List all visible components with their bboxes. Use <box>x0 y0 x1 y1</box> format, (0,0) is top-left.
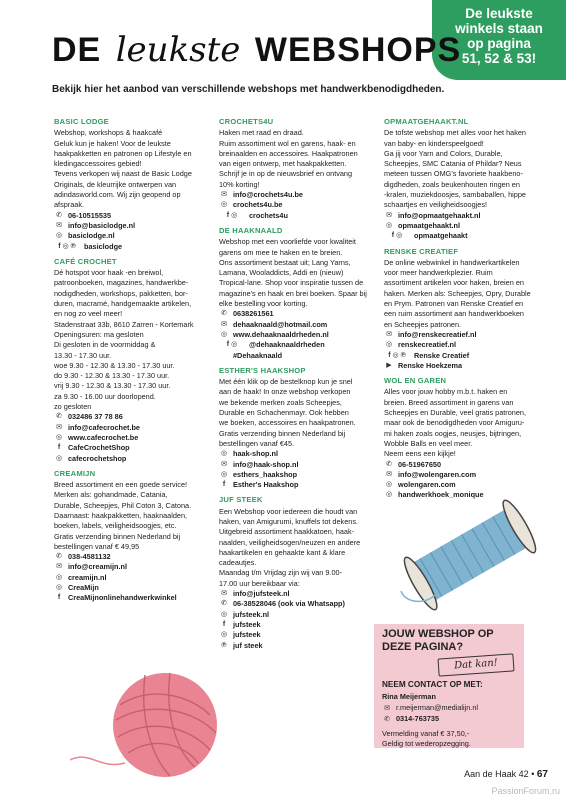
instagram-icon: ◎ <box>220 470 228 478</box>
shop-entry <box>54 469 216 604</box>
instagram-icon: ◎ <box>55 454 63 462</box>
watermark: PassionForum.ru <box>491 786 560 796</box>
email-icon: ✉ <box>56 221 62 229</box>
web-icon: ◎ <box>385 341 393 349</box>
shop-contact-text[interactable]: juf steek <box>233 640 263 650</box>
shop-contact-text[interactable]: info@renskecreatief.nl <box>398 329 477 339</box>
shop-contact-row[interactable] <box>54 573 216 583</box>
promo-heading-line: DEZE PAGINA? <box>382 641 464 653</box>
shop-name: ESTHER'S HAAKSHOP <box>219 365 306 375</box>
shop-name: CREAMIJN <box>54 468 96 478</box>
shop-contact-row[interactable] <box>219 599 381 609</box>
social-icons: f ◎ <box>226 211 238 219</box>
shop-contact-text[interactable]: 06-51967650 <box>398 459 442 469</box>
email-icon: ✉ <box>221 590 227 598</box>
shop-contact-row[interactable] <box>54 231 216 241</box>
email-icon: ✉ <box>386 211 392 219</box>
badge-line: De leukste <box>465 6 533 21</box>
shop-contact-text[interactable]: esthers_haakshop <box>233 469 298 479</box>
phone-icon: ✆ <box>386 460 392 468</box>
shop-entry <box>219 495 381 650</box>
shop-description: Dé hotspot voor haak -en breiwol, patroonboeken, magazines, handwerkbe- nodigdheden, workshops, pakketten, bor- duren, macramé, handgemaakte artikelen, en nog zo veel meer! Stadenstraat 33b, 8610 Zarren - Kortemark Openingsuren: ma gesloten Di gesloten in de voormiddag & 13.30 - 17.30 uur. woe 9.30 - 12.30 & 13.30 - 17.30 uur. do 9.30 - 12.30 & 13.30 - 17.30 uur. vrij 9.30 - 12.30 & 13.30 - 17.30 uur. za 9.30 - 16.00 uur doorlopend. zo gesloten <box>54 268 194 412</box>
shop-contact-text[interactable]: CafeCrochetShop <box>68 443 130 453</box>
shop-contact-text[interactable]: 038-4581132 <box>68 552 111 562</box>
shop-contact-row[interactable] <box>54 221 216 231</box>
shop-contact-row[interactable] <box>54 242 216 252</box>
shop-description: Breed assortiment en een goede service! Merken als: gohandmade, Catania, Durable, Scheepjes, Phil Coton 3, Catona. Daarnaast: haakpakketten, haaknaalden, boeken, labels, veiligheidsoogjes, etc. Gratis verzending binnen Nederland bij bestellingen vanaf € 49,95 <box>54 480 192 551</box>
shop-name: OPMAATGEHAAKT.NL <box>384 117 469 126</box>
shop-contact-row[interactable] <box>219 200 381 210</box>
email-icon: ✉ <box>386 470 392 478</box>
thread-spool-illustration <box>395 495 545 615</box>
shop-contact-text[interactable]: crochets4u <box>249 210 288 220</box>
shop-contact-row[interactable] <box>219 480 381 490</box>
shop-contact-row[interactable] <box>54 562 216 572</box>
promo-contact-heading: NEEM CONTACT OP MET: <box>382 680 483 689</box>
pinterest-icon: ℗ <box>221 641 227 649</box>
shop-contact-text[interactable]: 06-10515535 <box>68 210 112 220</box>
email-icon: ✉ <box>221 320 227 328</box>
title-part: DE <box>52 31 102 69</box>
shop-description: Webshop met een voorliefde voor kwaliteit garens om mee te haken en te breien. Ons assortiment bestaat uit; Lang Yarns, Lamana, Wooladdicts, Addi en (nieuw) Tropical-lane. Shop voor inspiratie tussen de magazine's en haak en brei boeken. Spaar bij elke bestelling voor korting. <box>219 237 367 309</box>
shop-contact-text[interactable]: www.dehaaknaaldrheden.nl <box>233 329 329 339</box>
shop-entry <box>219 226 381 361</box>
shop-contact-text[interactable]: CreaMijn <box>68 583 99 593</box>
shop-contact-row[interactable] <box>384 221 546 231</box>
instagram-icon: ◎ <box>55 584 63 592</box>
shop-contact-text[interactable]: crochets4u.be <box>233 200 283 210</box>
phone-icon: ✆ <box>56 553 62 561</box>
shop-contact-row[interactable] <box>384 470 546 480</box>
validity-note: Geldig tot wederopzegging. <box>382 739 471 748</box>
shop-contact-row[interactable] <box>219 589 381 599</box>
shop-name: BASIC LODGE <box>54 117 109 126</box>
shop-contact-row[interactable] <box>219 630 381 640</box>
magazine-name: Aan de Haak 42 <box>464 769 529 779</box>
shop-contact-text[interactable]: 032486 37 78 86 <box>68 412 123 422</box>
shop-contact-row[interactable] <box>219 211 381 221</box>
shop-contact-row[interactable] <box>219 340 381 350</box>
shop-name: CROCHETS4U <box>219 117 274 126</box>
shop-name: WOL EN GAREN <box>384 376 447 386</box>
shop-contact-text[interactable]: info@cafecrochet.be <box>68 422 140 432</box>
shop-contact-row[interactable] <box>54 583 216 593</box>
shop-entry <box>384 376 546 501</box>
instagram-icon: ◎ <box>385 491 393 499</box>
shop-contact-row[interactable] <box>219 470 381 480</box>
email-icon: ✉ <box>386 330 392 338</box>
shop-contact-row[interactable] <box>54 211 216 221</box>
shop-contact-row[interactable] <box>384 480 546 490</box>
shop-contact-row[interactable] <box>54 552 216 562</box>
shop-description: Haken met raad en draad. Ruim assortiment wol en garens, haak- en breinaalden en accessoires. Haakpatronen van eigen ontwerp, met haakpakketten. Schrijf je in op de nieuwsbrief en ontvang 10% korting! <box>219 128 358 189</box>
promo-heading <box>382 628 494 654</box>
phone-icon: ✆ <box>384 716 390 723</box>
shop-entry <box>54 117 216 252</box>
yarn-ball-illustration <box>70 655 220 785</box>
shop-contact-text[interactable]: jufsteek <box>233 630 261 640</box>
title-script-word: leukste <box>115 30 241 70</box>
shop-name: DE HAAKNAALD <box>219 225 283 235</box>
shop-description: Een Webshop voor iedereen die houdt van haken, van Amigurumi, knuffels tot dekens. Uitgebreid assortiment haakkatoen, haak- naalden, veiligheidsogen/neuzen en andere haakartikelen en gehaakte kant & klare cadeautjes. Maandag t/m Vrijdag zijn wij van 9.00- 17.00 uur bereikbaar via: <box>219 506 361 588</box>
email-icon: ✉ <box>384 704 390 712</box>
email-icon: ✉ <box>221 191 227 199</box>
web-icon: ◎ <box>220 610 228 618</box>
shop-description: De tofste webshop met alles voor het haken van baby- en kinderspeelgoed! Ga jij voor Yarn and Colors, Durable, Scheepjes, SMC Catania of Phildar? Neus meteen tussen OMG's favoriete haakbeno- digdheden, zoals beukenhouten ringen en -kralen, muziekdoosjes, sambaballen, hippe schaartjes en veiligheidsoogjes! <box>384 128 526 210</box>
shop-contact-text[interactable]: 06-38528046 (ook via Whatsapp) <box>233 599 345 609</box>
shop-contact-row[interactable] <box>219 449 381 459</box>
facebook-icon: f <box>57 444 61 452</box>
shop-contact-row[interactable] <box>219 190 381 200</box>
shop-contact-row[interactable] <box>219 610 381 620</box>
shop-contact-row[interactable] <box>384 351 546 361</box>
shop-contact-row[interactable] <box>219 309 381 319</box>
badge-line: op pagina <box>467 36 531 51</box>
shop-name: RENSKE CREATIEF <box>384 246 459 256</box>
social-icons: f ◎ <box>391 232 403 240</box>
shop-contact-row[interactable] <box>384 340 546 350</box>
shop-contact-text[interactable]: CreaMijnonlinehandwerkwinkel <box>68 593 177 603</box>
shop-contact-text[interactable]: handwerkhoek_monique <box>398 490 484 500</box>
promo-box <box>374 624 524 748</box>
contact-phone-row <box>382 714 478 726</box>
shop-contact-row[interactable] <box>219 320 381 330</box>
price-note: Vermelding vanaf € 37,50,- <box>382 728 470 738</box>
shop-contact-row[interactable] <box>219 460 381 470</box>
shop-contact-row[interactable] <box>54 423 216 433</box>
shop-contact-row[interactable] <box>384 231 546 241</box>
email-icon: ✉ <box>56 423 62 431</box>
shop-contact-text[interactable]: Renske Creatief <box>414 350 470 360</box>
phone-icon: ✆ <box>56 211 62 219</box>
facebook-icon: f <box>222 481 226 489</box>
social-icons: f ◎ ℗ <box>388 351 406 359</box>
contact-person: Rina Meijerman <box>382 692 436 701</box>
shop-contact-row[interactable] <box>384 211 546 221</box>
email-icon: ✉ <box>221 460 227 468</box>
shop-contact-text[interactable]: wolengaren.com <box>398 480 456 490</box>
shop-contact-text[interactable]: @dehaaknaaldrheden <box>249 340 325 350</box>
shop-contact-text[interactable]: info@opmaatgehaakt.nl <box>398 210 481 220</box>
contact-email[interactable]: r.meijerman@medialijn.nl <box>396 702 479 712</box>
shop-contact-text[interactable]: haak-shop.nl <box>233 449 279 459</box>
youtube-icon: ▶ <box>386 361 392 369</box>
shop-description: Met één klik op de bestelknop kun je snel aan de haak! In onze webshop verkopen we bekende merken zoals Scheepjes, Durable en Schachenmayr. Ook hebben we boeken, accessoires en haakpatronen. Gratis verzending binnen Nederland bij bestellingen vanaf €45. <box>219 377 356 448</box>
shop-contact-text[interactable]: 0638261561 <box>233 309 274 319</box>
facebook-icon: f <box>222 620 226 628</box>
shop-entry <box>54 257 216 464</box>
footer-bullet: • <box>531 769 535 779</box>
facebook-icon: f <box>57 594 61 602</box>
shop-contact-row[interactable] <box>219 620 381 630</box>
shop-name: JUF STEEK <box>219 495 263 505</box>
shop-contact-text[interactable]: basiclodge <box>84 241 123 251</box>
shop-contact-row[interactable] <box>384 460 546 470</box>
shop-entry <box>219 366 381 491</box>
promo-script-label: Dat kan! <box>437 653 514 676</box>
shop-contact-text[interactable]: creamijn.nl <box>68 572 107 582</box>
web-icon: ◎ <box>385 481 393 489</box>
shop-entry <box>384 247 546 372</box>
shop-contact-text[interactable]: info@wolengaren.com <box>398 469 477 479</box>
shop-contact-text[interactable]: renskecreatief.nl <box>398 340 457 350</box>
phone-icon: ✆ <box>56 413 62 421</box>
contact-email-row[interactable] <box>382 703 478 715</box>
title-part: WEBSHOPS <box>254 31 462 69</box>
shop-entry <box>384 117 546 242</box>
shop-contact-text[interactable]: opmaatgehaakt.nl <box>398 220 461 230</box>
shop-column-3 <box>384 117 546 506</box>
shop-contact-text[interactable]: basiclodge.nl <box>68 231 115 241</box>
shop-contact-text[interactable]: dehaaknaald@hotmail.com <box>233 319 328 329</box>
web-icon: ◎ <box>220 201 228 209</box>
promo-contact <box>382 692 478 750</box>
phone-icon: ✆ <box>221 310 227 318</box>
shop-contact-text[interactable]: info@haak-shop.nl <box>233 459 299 469</box>
shop-contact-row[interactable] <box>384 330 546 340</box>
shop-contact-text[interactable]: #Dehaaknaald <box>233 350 283 360</box>
shop-contact-text[interactable]: info@jufsteek.nl <box>233 589 290 599</box>
shop-name: CAFÉ CROCHET <box>54 256 117 266</box>
shop-description: Webshop, workshops & haakcafé Geluk kun je haken! Voor de leukste haakpakketten en patronen op Lifestyle en kledingaccessoires gebied! Tevens verkopen wij naast de Basic Lodge Originals, de kleurrijke ontwerpen van adindasworld.com. Wij zijn geopend op afspraak. <box>54 128 192 210</box>
shop-contact-text[interactable]: www.cafecrochet.be <box>68 432 139 442</box>
web-icon: ◎ <box>55 573 63 581</box>
email-icon: ✉ <box>56 563 62 571</box>
shop-contact-text[interactable]: jufsteek <box>233 619 261 629</box>
shop-contact-row[interactable] <box>219 351 381 361</box>
web-icon: ◎ <box>55 433 63 441</box>
shop-contact-text[interactable]: info@creamijn.nl <box>68 562 128 572</box>
page-title <box>52 30 461 80</box>
page-subtitle: Bekijk hier het aanbod van verschillende webshops met handwerkbenodigdheden. <box>52 84 445 95</box>
shop-contact-row[interactable] <box>54 593 216 603</box>
shop-contact-row[interactable] <box>219 330 381 340</box>
shop-contact-row[interactable] <box>384 361 546 371</box>
shop-contact-text[interactable]: Renske Hoekzema <box>398 360 463 370</box>
badge-line: winkels staan <box>455 21 543 36</box>
shop-contact-row[interactable] <box>219 641 381 651</box>
shop-entry <box>219 117 381 221</box>
shop-contact-text[interactable]: info@basiclodge.nl <box>68 220 136 230</box>
phone-icon: ✆ <box>221 600 227 608</box>
shop-contact-text[interactable]: cafecrochetshop <box>68 453 127 463</box>
shop-contact-row[interactable] <box>54 443 216 453</box>
shop-contact-text[interactable]: opmaatgehaakt <box>414 231 468 241</box>
shop-contact-row[interactable] <box>54 433 216 443</box>
social-icons: f ◎ ℗ <box>58 242 76 250</box>
contact-phone: 0314-763735 <box>396 714 440 723</box>
page-number: 67 <box>536 769 548 780</box>
shop-column-1 <box>54 117 216 609</box>
promo-heading-line: JOUW WEBSHOP OP <box>382 628 494 640</box>
shop-contact-text[interactable]: Esther's Haakshop <box>233 480 299 490</box>
social-icons: f ◎ <box>226 341 238 349</box>
shop-contact-text[interactable]: info@crochets4u.be <box>233 190 303 200</box>
web-icon: ◎ <box>220 330 228 338</box>
shop-contact-row[interactable] <box>54 454 216 464</box>
page-footer <box>464 769 548 780</box>
shop-contact-row[interactable] <box>54 412 216 422</box>
web-icon: ◎ <box>385 221 393 229</box>
shop-column-2 <box>219 117 381 656</box>
instagram-icon: ◎ <box>220 631 228 639</box>
badge-line: 51, 52 & 53! <box>461 51 537 66</box>
shop-description: Alles voor jouw hobby m.b.t. haken en breien. Breed assortiment in garens van Scheepjes en Durable, veel gratis patronen, maar ook de benodigdheden voor Amiguru- mi haken zoals oogjes, neusjes, bijtringen, Wobble Balls en veel meer. Neem eens een kijkje! <box>384 387 526 459</box>
shop-description: De online webwinkel in handwerkartikelen voor meer handwerkplezier. Ruim assortiment artikelen voor haken, breien en haken. Merken als: Scheepjes, Opry, Durable en Prym. Patronen van Renske Creatief en een ruim assortiment aan handwerkboeken en Scheepjes patronen. <box>384 257 531 329</box>
web-icon: ◎ <box>55 232 63 240</box>
web-icon: ◎ <box>220 450 228 458</box>
shop-contact-text[interactable]: jufsteek.nl <box>233 609 270 619</box>
